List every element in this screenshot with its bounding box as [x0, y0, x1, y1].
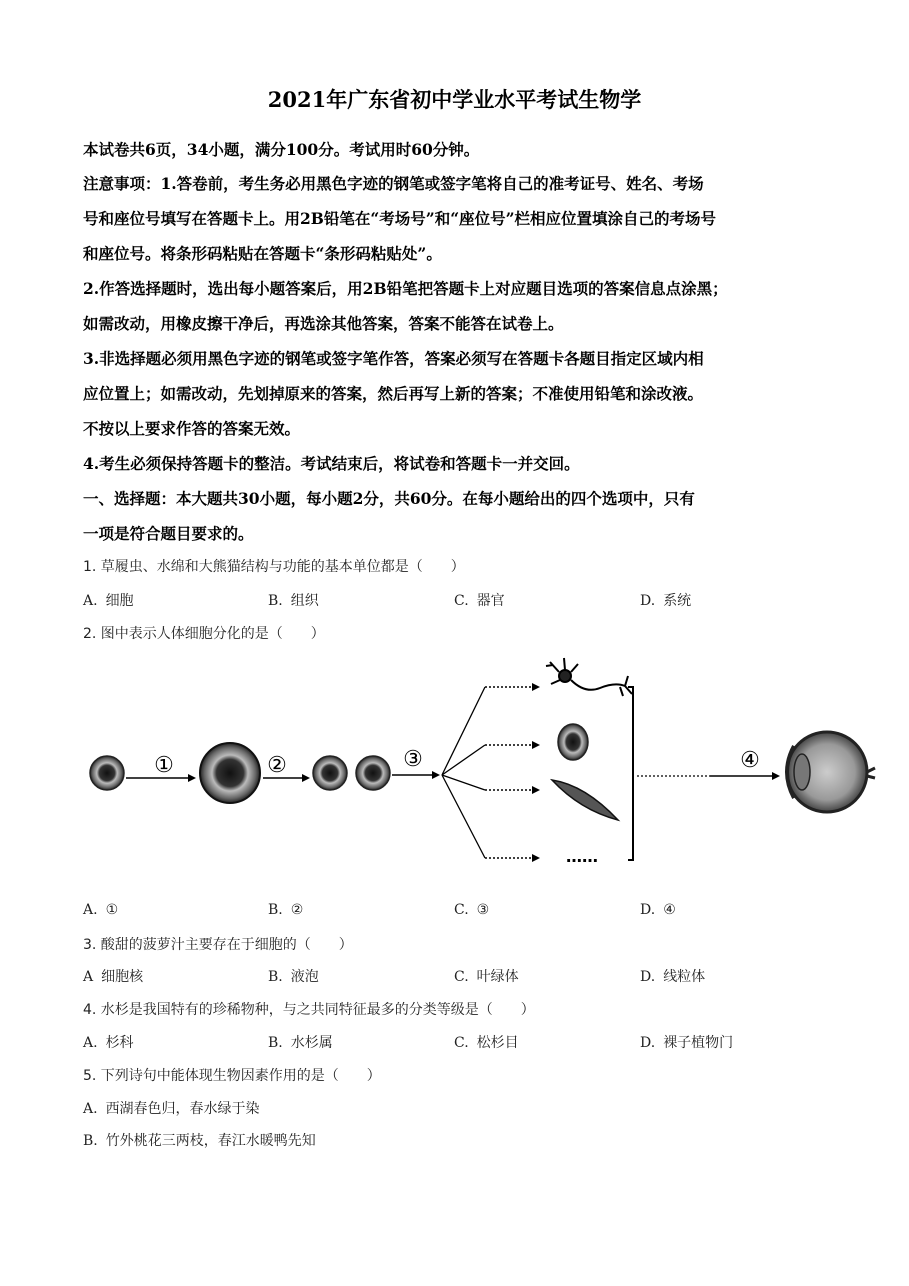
option-b: B. 水杉属	[268, 1035, 333, 1051]
option-b: B. 竹外桃花三两枝，春江水暖鸭先知	[83, 1133, 316, 1149]
cell-icon	[356, 756, 390, 790]
instruction-line: 4.考生必须保持答题卡的整洁。考试结束后，将试卷和答题卡一并交回。	[83, 454, 580, 473]
instruction-line: 3.非选择题必须用黑色字迹的钢笔或签字笔作答，答案必须写在答题卡各题目指定区域内相	[83, 349, 704, 368]
option-d: D. 线粒体	[640, 969, 706, 985]
step-label-4: ④	[740, 748, 760, 773]
cell-differentiation-figure	[80, 650, 880, 880]
option-c: C. 器官	[454, 593, 505, 609]
muscle-cell-icon	[552, 780, 618, 820]
instruction-line: 如需改动，用橡皮擦干净后，再选涂其他答案，答案不能答在试卷上。	[83, 314, 564, 333]
option-d: D. 系统	[640, 593, 692, 609]
cell-icon	[200, 743, 260, 803]
question-stem: 4. 水杉是我国特有的珍稀物种，与之共同特征最多的分类等级是（ ）	[83, 1002, 535, 1018]
option-a: A 细胞核	[83, 969, 144, 985]
instruction-line: 号和座位号填写在答题卡上。用2B铅笔在“考场号”和“座位号”栏相应位置填涂自己的考场号	[83, 209, 717, 228]
eye-icon	[787, 732, 875, 812]
option-b: B. 组织	[268, 593, 319, 609]
step-label-3: ③	[403, 747, 423, 772]
more-cells-dots: ……	[566, 847, 598, 866]
page-title: 2021年广东省初中学业水平考试生物学	[267, 87, 642, 112]
section-heading: 一项是符合题目要求的。	[83, 524, 254, 543]
option-c: C. 松杉目	[454, 1035, 519, 1051]
cell-icon	[313, 756, 347, 790]
instruction-line: 本试卷共6页，34小题，满分100分。考试用时60分钟。	[83, 140, 480, 159]
option-c: C. ③	[454, 902, 490, 918]
option-c: C. 叶绿体	[454, 969, 519, 985]
instruction-line: 注意事项：1.答卷前，考生务必用黑色字迹的钢笔或签字笔将自己的准考证号、姓名、考场	[83, 174, 704, 193]
cell-icon	[90, 756, 124, 790]
option-d: D. 裸子植物门	[640, 1035, 734, 1051]
neuron-icon	[546, 658, 632, 696]
blood-cell-icon	[558, 724, 588, 760]
instruction-line: 2.作答选择题时，选出每小题答案后，用2B铅笔把答题卡上对应题目选项的答案信息点涂黑；	[83, 279, 728, 298]
step-label-2: ②	[267, 753, 287, 778]
section-heading: 一、选择题：本大题共30小题，每小题2分，共60分。在每小题给出的四个选项中，只有	[83, 489, 695, 508]
option-b: B. ②	[268, 902, 304, 918]
instruction-line: 和座位号。将条形码粘贴在答题卡“条形码粘贴处”。	[83, 244, 442, 263]
option-a: A. 西湖春色归，春水绿于染	[83, 1101, 260, 1117]
option-a: A. ①	[83, 902, 119, 918]
question-stem: 5. 下列诗句中能体现生物因素作用的是（ ）	[83, 1068, 381, 1084]
question-stem: 3. 酸甜的菠萝汁主要存在于细胞的（ ）	[83, 937, 353, 953]
option-d: D. ④	[640, 902, 676, 918]
option-a: A. 细胞	[83, 593, 134, 609]
instruction-line: 不按以上要求作答的答案无效。	[83, 419, 301, 438]
question-stem: 1. 草履虫、水绵和大熊猫结构与功能的基本单位都是（ ）	[83, 559, 465, 575]
option-a: A. 杉科	[83, 1035, 134, 1051]
option-b: B. 液泡	[268, 969, 319, 985]
step-label-1: ①	[154, 753, 174, 778]
instruction-line: 应位置上；如需改动，先划掉原来的答案，然后再写上新的答案；不准使用铅笔和涂改液。	[83, 384, 704, 403]
question-stem: 2. 图中表示人体细胞分化的是（ ）	[83, 626, 325, 642]
